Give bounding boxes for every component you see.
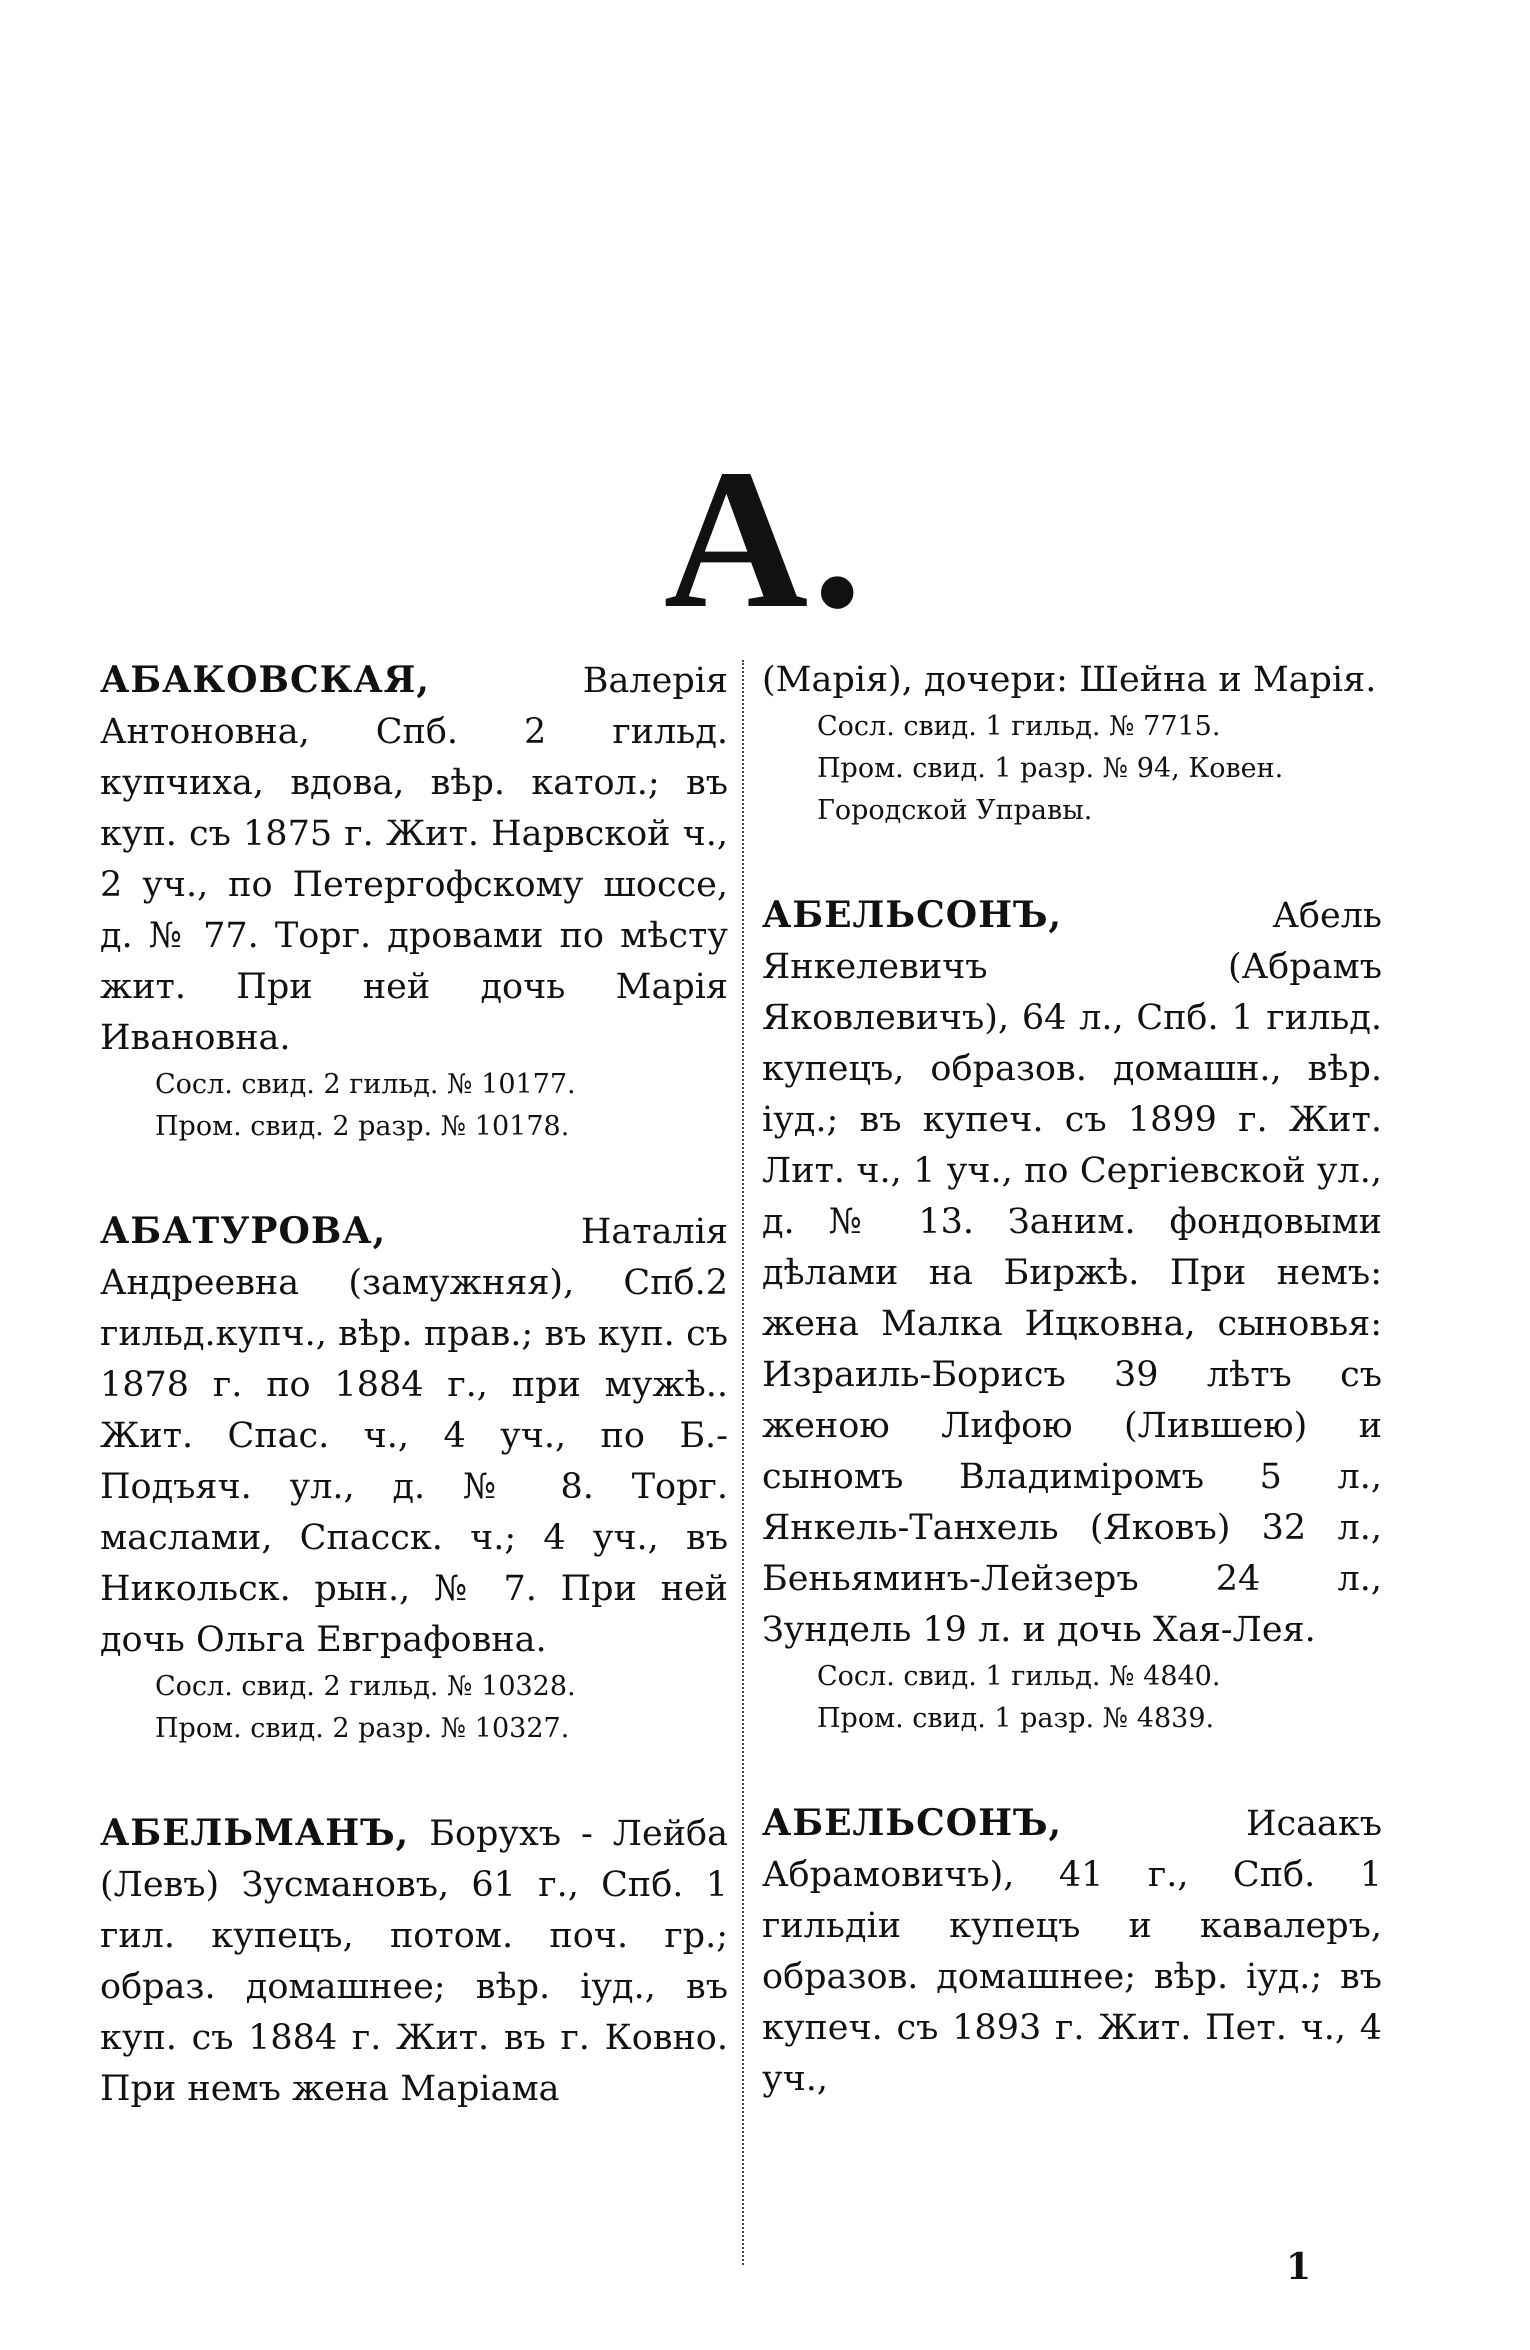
right-column (762, 655, 1382, 2163)
entry-surname: АБЕЛЬСОНЪ, (762, 894, 1063, 936)
entry-note: Пром. свид. 2 разр. № 10178. (155, 1111, 570, 1142)
entry-surname: АБАТУРОВА, (100, 1210, 387, 1252)
entry-note: Пром. свид. 2 разр. № 10327. (155, 1713, 570, 1744)
entry-continuation (762, 655, 1382, 832)
entry-body: Наталія Андреевна (замужняя), Спб.2 гильд.купч., вѣр. прав.; въ куп. съ 1878 г. по 1884 г., при мужѣ.. Жит. Спас. ч., 4 уч., по Б.-Подъяч. ул., д. № 8. Торг. маслами, Спасск. ч.; 4 уч., въ Никольск. рын., № 7. При ней дочь Ольга Евграфовна. (100, 1212, 728, 1660)
entry-note: Сосл. свид. 2 гильд. № 10328. (155, 1671, 576, 1702)
entry-text (100, 655, 728, 1064)
entry-surname: АБАКОВСКАЯ, (100, 659, 430, 701)
entry-surname: АБЕЛЬМАНЪ, (100, 1812, 410, 1854)
entry-text (100, 1808, 728, 2115)
entry-note: Пром. свид. 1 разр. № 4839. (817, 1703, 1215, 1734)
entry-abakovskaya (100, 655, 728, 1148)
entry-body: Валерія Антоновна, Спб. 2 гильд. купчиха, вдова, вѣр. катол.; въ куп. съ 1875 г. Жит. Нарвской ч., 2 уч., по Петергофскому шоссе, д. № 77. Торг. дровами по мѣсту жит. При ней дочь Марія Ивановна. (100, 661, 728, 1058)
left-column (100, 655, 728, 2173)
entry-note: Сосл. свид. 1 гильд. № 4840. (817, 1661, 1221, 1692)
entry-body: Исаакъ Абрамовичъ), 41 г., Спб. 1 гильдіи купецъ и кавалеръ, образов. домашнее; вѣр. іуд.; въ купеч. съ 1893 г. Жит. Пет. ч., 4 уч., (762, 1804, 1382, 2099)
entry-body: Борухъ - Лейба (Левъ) Зусмановъ, 61 г., Спб. 1 гил. купецъ, потом. поч. гр.; образ. домашнее; вѣр. іуд., въ куп. съ 1884 г. Жит. въ г. Ковно. При немъ жена Маріама (100, 1814, 728, 2109)
entry-abelman (100, 1808, 728, 2115)
entry-text (762, 1798, 1382, 2105)
entry-note: Сосл. свид. 2 гильд. № 10177. (155, 1069, 576, 1100)
entry-body: (Марія), дочери: Шейна и Марія. (762, 660, 1377, 700)
entry-abelson-abel (762, 890, 1382, 1740)
entry-abaturova (100, 1206, 728, 1750)
section-letter: А. (663, 429, 867, 650)
entry-body: Абель Янкелевичъ (Абрамъ Яковлевичъ), 64 л., Спб. 1 гильд. купецъ, образов. домашн., вѣр. іуд.; въ купеч. съ 1899 г. Жит. Лит. ч., 1 уч., по Сергіевской ул., д. № 13. Заним. фондовыми дѣлами на Биржѣ. При немъ: жена Малка Ицковна, сыновья: Израиль-Борисъ 39 лѣтъ съ женою Лифою (Лившею) и сыномъ Владиміромъ 5 л., Янкель-Танхель (Яковъ) 32 л., Беньяминъ-Лейзеръ 24 л., Зундель 19 л. и дочь Хая-Лея. (762, 896, 1382, 1650)
column-divider (742, 660, 744, 2265)
entry-text (762, 890, 1382, 1656)
entry-text (100, 1206, 728, 1666)
entry-surname: АБЕЛЬСОНЪ, (762, 1802, 1063, 1844)
entry-note: Сосл. свид. 1 гильд. № 7715. (817, 711, 1221, 742)
entry-abelson-isaak (762, 1798, 1382, 2105)
entry-text (762, 655, 1382, 706)
page-number: 1 (1286, 2246, 1312, 2288)
entry-note: Пром. свид. 1 разр. № 94, Ковен. Городской Управы. (817, 753, 1284, 826)
